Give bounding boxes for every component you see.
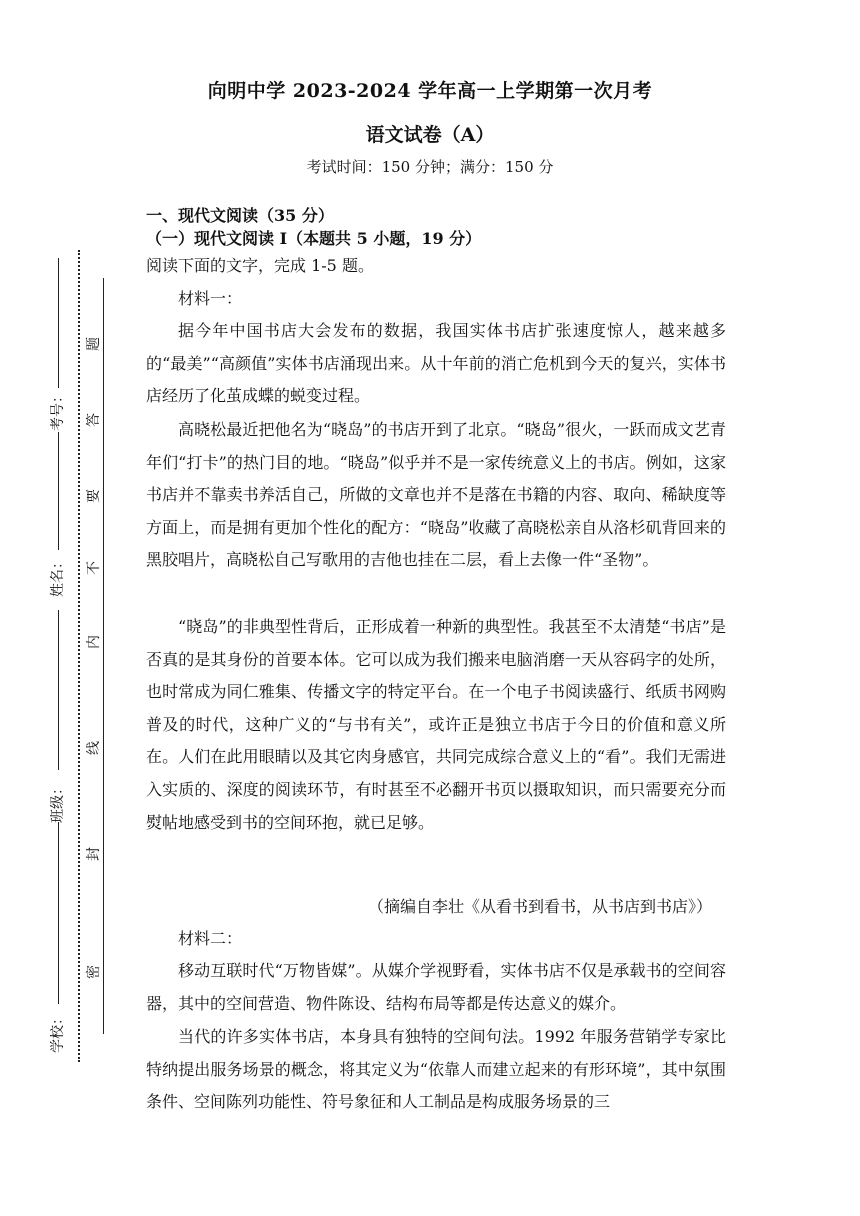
paragraph: 移动互联时代“万物皆媒”。从媒介学视野看，实体书店不仅是承载书的空间容器，其中的空间营造、物件陈设、结构布局等都是传达意义的媒介。 [146, 961, 726, 1013]
seal-char: 要 [86, 489, 102, 503]
exam-title: 向明中学 2023-2024 学年高一上学期第一次月考 [207, 80, 653, 102]
paragraph: 当代的许多实体书店，本身具有独特的空间句法。1992 年服务营销学专家比特纳提出服务场景的概念，将其定义为“依靠人而建立起来的有形环境”，其中氛围条件、空间陈列功能性、符号象征和人工制品是构成服务场景的三 [146, 1027, 726, 1112]
seal-char: 答 [86, 413, 102, 427]
exam-subtitle: 语文试卷（A） [365, 124, 495, 146]
seal-char: 密 [86, 965, 102, 979]
binding-solid-line [103, 278, 104, 1034]
section-heading: 一、现代文阅读（35 分） [146, 206, 334, 225]
paragraph: 高晓松最近把他名为“晓岛”的书店开到了北京。“晓岛”很火，一跃而成文艺青年们“打卡”的热门目的地。“晓岛”似乎并不是一家传统意义上的书店。例如，这家书店并不靠卖书养活自己，所做的文章也并不是落在书籍的内容、取向、稀缺度等方面上，而是拥有更加个性化的配方：“晓岛”收藏了高晓松亲自从洛杉矶背回来的黑胶唱片，高晓松自己写歌用的吉他也挂在二层，看上去像一件“圣物”。 [146, 420, 726, 570]
binding-dotted-line [78, 250, 80, 1062]
field-label: 班级： [50, 781, 66, 823]
seal-char: 封 [86, 847, 102, 861]
exam-info: 考试时间：150 分钟；满分：150 分 [306, 158, 554, 176]
seal-char: 内 [86, 635, 102, 649]
field-label: 学校： [50, 1011, 66, 1053]
material-label: 材料二： [178, 929, 243, 948]
paragraph: 据今年中国书店大会发布的数据，我国实体书店扩张速度惊人，越来越多的“最美”“高颜值”实体书店涌现出来。从十年前的消亡危机到今天的复兴，实体书店经历了化茧成蝶的蜕变过程。 [146, 321, 726, 406]
seal-char: 不 [86, 561, 102, 575]
seal-char: 题 [86, 337, 102, 351]
subsection-heading: （一）现代文阅读 I（本题共 5 小题，19 分） [146, 229, 482, 248]
seal-char: 线 [86, 741, 102, 755]
field-label: 考号： [50, 389, 66, 431]
field-label: 姓名： [50, 555, 66, 597]
paragraph: “晓岛”的非典型性背后，正形成着一种新的典型性。我甚至不太清楚“书店”是否真的是其身份的首要本体。它可以成为我们搬来电脑消磨一天从容码字的处所，也时常成为同仁雅集、传播文字的特定平台。在一个电子书阅读盛行、纸质书网购普及的时代，这种广义的“与书有关”，或许正是独立书店于今日的价值和意义所在。人们在此用眼睛以及其它肉身感官，共同完成综合意义上的“看”。我们无需进入实质的、深度的阅读环节，有时甚至不必翻开书页以摄取知识，而只需要充分而熨帖地感受到书的空间环抱，就已足够。 [146, 617, 726, 832]
instruction: 阅读下面的文字，完成 1-5 题。 [146, 256, 374, 275]
source-citation: （摘编自李壮《从看书到看书，从书店到书店》） [367, 897, 712, 916]
material-label: 材料一： [178, 289, 243, 308]
